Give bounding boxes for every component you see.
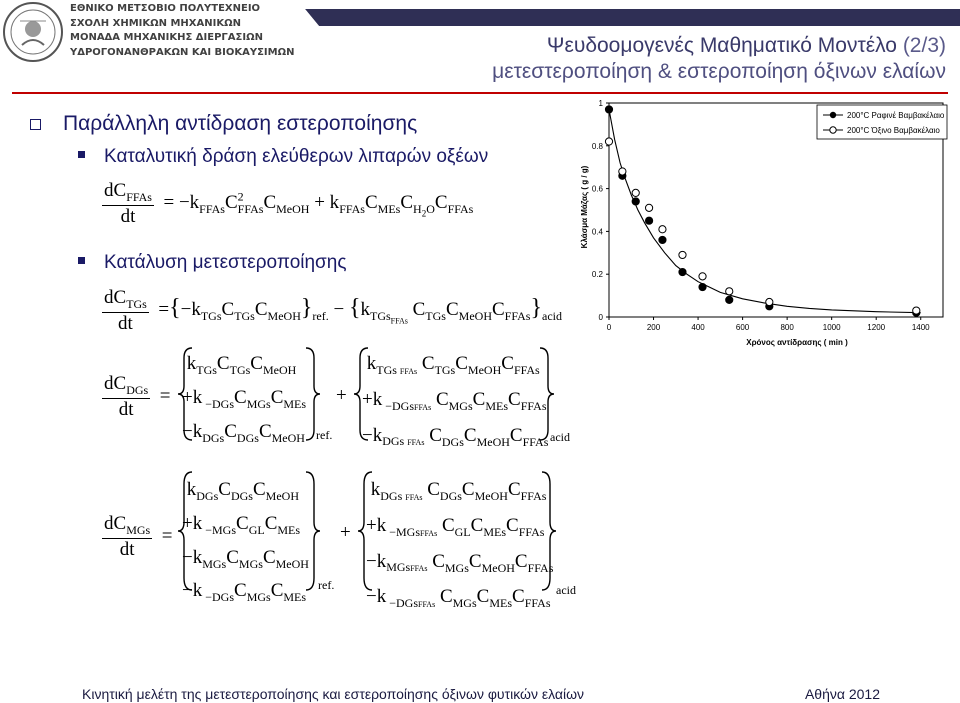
right-brace	[302, 470, 322, 592]
right-brace	[536, 346, 556, 442]
y-tick-label: 0	[598, 313, 603, 322]
data-point-acid	[679, 251, 686, 258]
data-point-acid	[659, 226, 666, 233]
x-tick-label: 200	[646, 323, 661, 332]
x-tick-label: 400	[691, 323, 705, 332]
bullet-sub-1-text: Καταλυτική δράση ελεύθερων λιπαρών οξέων	[104, 146, 489, 167]
ref-label: ref.	[316, 428, 333, 442]
title-divider	[12, 92, 948, 94]
mgs-ref-terms: $k_{DGs}C_{DGs}C_{MeOH}$ +k $_{-MGs}C_{GL}C_{MEs}$ $-k_{MGs}C_{MGs}C_{MeOH}$ −k $_{-DGs}C_{MGs}C_{MEs}$	[182, 479, 309, 605]
title-part: (2/3)	[902, 34, 946, 57]
equation-tgs: $\frac{dC_{TGs}}{dt}$ $=\{-k_{TGs}C_{TGs}C_{MeOH}\}_{ref.} - \{k_{TGs_{FFAs}}$ $C_{TGs}C_{MeOH}C_{FFAs}\}_{acid}$	[104, 287, 562, 334]
legend-label: 200°C Όξινο Βαμβακέλαιο	[847, 126, 940, 135]
mass-fraction-chart	[575, 95, 955, 353]
x-tick-label: 600	[735, 323, 750, 332]
slide-subtitle: μετεστεροποίηση & εστεροποίηση όξινων ελαίων	[492, 60, 946, 83]
square-bullet-icon	[78, 257, 85, 264]
equation-ffas: $\frac{dC_{FFAs}}{dt}$ = $-k_{FFAs}C^2_{FFAs}C_{MeOH} + k_{FFAs}C_{MEs}C_{H_2O}C_{FFAs}$	[104, 180, 474, 227]
footer-title: Κινητική μελέτη της μετεστεροποίησης και εστεροποίησης όξινων φυτικών ελαίων	[82, 686, 585, 702]
university-logo	[2, 1, 64, 63]
institution-line: ΥΔΡΟΓΟΝΑΝΘΡΑΚΩΝ ΚΑΙ ΒΙΟΚΑΥΣΙΜΩΝ	[70, 46, 295, 58]
title-main: Ψευδοομογενές Μαθηματικό Μοντέλο	[546, 34, 897, 57]
bullet-sub-1	[78, 146, 488, 168]
x-tick-label: 800	[780, 323, 794, 332]
dgs-ref-terms: $k_{TGs}C_{TGs}C_{MeOH}$ +k $_{-DGs}C_{MGs}C_{MEs}$ $-k_{DGs}C_{DGs}C_{MeOH}$	[182, 353, 307, 445]
plus-sign: +	[340, 522, 351, 543]
legend-marker-filled	[830, 112, 836, 118]
chart-legend	[817, 105, 947, 139]
data-point-acid	[645, 204, 652, 211]
legend-label: 200°C Ραφινέ Βαμβακέλαιο	[847, 111, 945, 120]
dgs-acid-terms: $k_{TGs FFAs}$ $C_{TGs}C_{MeOH}C_{FFAs}$ +k $_{-DGsFFAs}$ $C_{MGs}C_{MEs}C_{FFAs}$ $-k_{DGs FFAs}$ $C_{DGs}C_{MeOH}C_{FFAs}$	[362, 353, 549, 449]
institution-line: ΕΘΝΙΚΟ ΜΕΤΣΟΒΙΟ ΠΟΛΥΤΕΧΝΕΙΟ	[70, 3, 261, 14]
data-point-acid	[632, 189, 639, 196]
data-point-acid	[766, 298, 773, 305]
acid-label: acid	[542, 309, 562, 324]
x-tick-label: 0	[606, 323, 612, 332]
x-axis-label: Χρόνος αντίδρασης ( min )	[746, 338, 848, 347]
x-tick-label: 1200	[867, 323, 886, 332]
x-tick-label: 1400	[911, 323, 930, 332]
bullet-main	[30, 112, 417, 136]
derivative-dgs: $\frac{dC_{DGs}}{dt}$	[104, 373, 149, 420]
derivative-tgs: $\frac{dC_{TGs}}{dt}$	[104, 287, 147, 334]
plus-sign: +	[336, 385, 347, 406]
data-point-raffinate	[726, 296, 733, 303]
square-bullet-icon	[78, 151, 85, 158]
y-tick-label: 0.2	[591, 270, 603, 280]
footer-date: Αθήνα 2012	[804, 686, 880, 702]
data-point-acid	[726, 288, 733, 295]
acid-label: acid	[550, 430, 570, 444]
y-tick-label: 0.8	[591, 141, 603, 151]
data-point-raffinate	[632, 198, 639, 205]
derivative-mgs: $\frac{dC_{MGs}}{dt}$	[104, 513, 151, 560]
bullet-sub-2	[78, 252, 347, 274]
ref-label: ref.	[318, 578, 335, 592]
ref-label: ref.	[312, 309, 329, 324]
checkbox-bullet-icon	[30, 119, 41, 130]
mgs-acid-terms: $k_{DGs FFAs}$ $C_{DGs}C_{MeOH}C_{FFAs}$ +k $_{-MGsFFAs}$ $C_{GL}C_{MEs}C_{FFAs}$ $-k_{MGsFFAs}$ $C_{MGs}C_{MeOH}C_{FFAs}$ −k $_{-DGsFFAs}$ $C_{MGs}C_{MEs}C_{FFAs}$	[366, 479, 554, 611]
equation-dgs-lhs: $\frac{dC_{DGs}}{dt}$ =	[104, 373, 171, 420]
institution-line: ΜΟΝΑΔΑ ΜΗΧΑΝΙΚΗΣ ΔΙΕΡΓΑΣΙΩΝ	[70, 32, 263, 43]
institution-block	[70, 2, 294, 60]
acid-label: acid	[556, 583, 576, 597]
data-point-acid	[605, 138, 612, 145]
bullet-main-text: Παράλληλη αντίδραση εστεροποίησης	[63, 112, 418, 135]
data-point-raffinate	[645, 217, 652, 224]
data-point-acid	[913, 307, 920, 314]
y-tick-label: 0.6	[591, 184, 603, 194]
y-tick-label: 1	[598, 99, 603, 108]
data-point-raffinate	[679, 268, 686, 275]
data-point-raffinate	[659, 236, 666, 243]
header-band	[305, 9, 960, 26]
slide-title	[547, 34, 946, 58]
data-point-acid	[619, 168, 626, 175]
bullet-sub-2-text: Κατάλυση μετεστεροποίησης	[104, 252, 347, 273]
data-point-acid	[699, 273, 706, 280]
data-point-raffinate	[699, 283, 706, 290]
y-tick-label: 0.4	[591, 227, 603, 237]
legend-marker-open	[830, 127, 836, 133]
equation-mgs-lhs: $\frac{dC_{MGs}}{dt}$ =	[104, 513, 173, 560]
y-axis-label: Κλάσμα Μάζας ( g / g)	[580, 165, 589, 249]
derivative-ffas: $\frac{dC_{FFAs}}{dt}$	[104, 180, 152, 227]
data-point-raffinate	[605, 106, 612, 113]
institution-line: ΣΧΟΛΗ ΧΗΜΙΚΩΝ ΜΗΧΑΝΙΚΩΝ	[70, 17, 241, 29]
x-tick-label: 1000	[822, 323, 841, 332]
right-brace	[538, 470, 558, 592]
